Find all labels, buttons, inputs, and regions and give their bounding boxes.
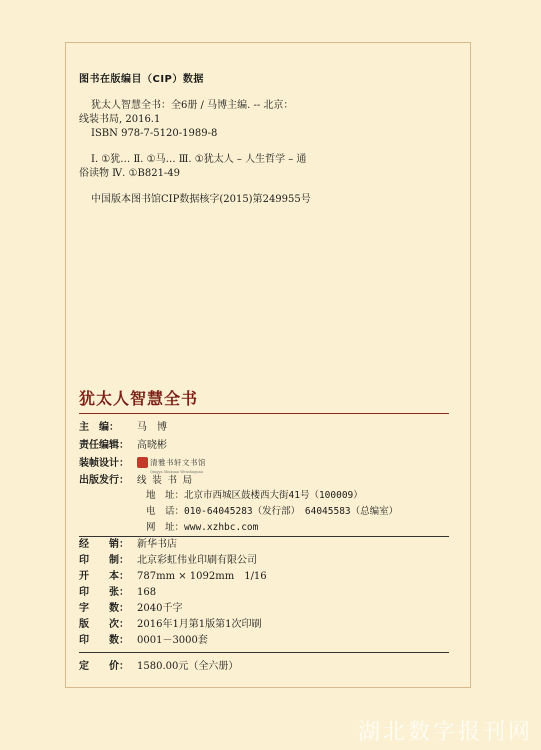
distributor-value: 新华书店 xyxy=(137,539,177,550)
format-row xyxy=(79,570,267,584)
edition-label: 版 次： xyxy=(79,619,129,630)
watermark: 湖北数字报刊网 xyxy=(357,720,533,745)
cip-isbn: ISBN 978-7-5120-1989-8 xyxy=(91,128,218,139)
publisher-website: 网 址：www.xzhbc.com xyxy=(146,522,259,533)
designer-logo-text: 清雅书轩文书馆 xyxy=(150,458,206,467)
copies-value: 0001－3000套 xyxy=(137,635,208,646)
words-row xyxy=(79,602,182,616)
editor-row xyxy=(79,421,167,435)
cip-record-number: 中国版本图书馆CIP数据核字(2015)第249955号 xyxy=(91,194,311,205)
design-row xyxy=(79,456,206,474)
resp-editor-row xyxy=(79,439,167,453)
editor-label: 主 编： xyxy=(79,422,119,433)
copies-row xyxy=(79,634,208,648)
printer-row xyxy=(79,554,257,568)
sheets-row xyxy=(79,586,156,600)
sheets-label: 印 张： xyxy=(79,587,129,598)
divider xyxy=(79,652,449,653)
cip-line: 线装书局, 2016.1 xyxy=(79,114,161,125)
distributor-label: 经 销： xyxy=(79,539,129,550)
title-divider xyxy=(79,413,449,414)
publisher-row xyxy=(79,474,192,488)
publisher-address: 地 址：北京市西城区鼓楼西大街41号（100009） xyxy=(146,490,363,501)
cip-line: Ⅰ. ①犹… Ⅱ. ①马… Ⅲ. ①犹太人 – 人生哲学 – 通 xyxy=(91,154,307,165)
book-title: 犹太人智慧全书 xyxy=(79,389,199,408)
cip-heading: 图书在版编目（CIP）数据 xyxy=(79,74,204,85)
printer-label: 印 制： xyxy=(79,555,129,566)
divider xyxy=(79,536,449,537)
editor-value: 马 博 xyxy=(137,422,167,433)
designer-logo-en: Qingya Shuxuan Wenshuguan xyxy=(150,470,204,474)
cip-line: 犹太人智慧全书：全6册 / 马博主编. -- 北京： xyxy=(91,100,294,111)
cip-line: 俗读物 Ⅳ. ①B821-49 xyxy=(79,168,181,179)
publisher-value: 线 装 书 局 xyxy=(137,475,193,486)
cip-block xyxy=(79,73,311,207)
edition-row xyxy=(79,618,262,632)
words-value: 2040千字 xyxy=(137,603,183,614)
price-row xyxy=(79,660,238,674)
design-label: 装帧设计： xyxy=(79,457,129,469)
copies-label: 印 数： xyxy=(79,635,129,646)
words-label: 字 数： xyxy=(79,603,129,614)
resp-editor-value: 高晓彬 xyxy=(137,440,167,451)
price-value: 1580.00元（全六册） xyxy=(137,661,239,672)
publisher-label: 出版发行： xyxy=(79,475,129,486)
designer-logo xyxy=(137,456,206,474)
format-value: 787mm × 1092mm 1/16 xyxy=(137,571,267,582)
publisher-phone: 电 话：010-64045283（发行部） 64045583（总编室） xyxy=(146,506,399,517)
resp-editor-label: 责任编辑： xyxy=(79,440,129,451)
price-label: 定 价： xyxy=(79,661,129,672)
distributor-row xyxy=(79,538,177,552)
designer-logo-icon xyxy=(137,457,148,468)
format-label: 开 本： xyxy=(79,571,129,582)
edition-value: 2016年1月第1版第1次印刷 xyxy=(137,619,262,630)
printer-value: 北京彩虹伟业印刷有限公司 xyxy=(137,555,257,566)
sheets-value: 168 xyxy=(137,587,157,598)
